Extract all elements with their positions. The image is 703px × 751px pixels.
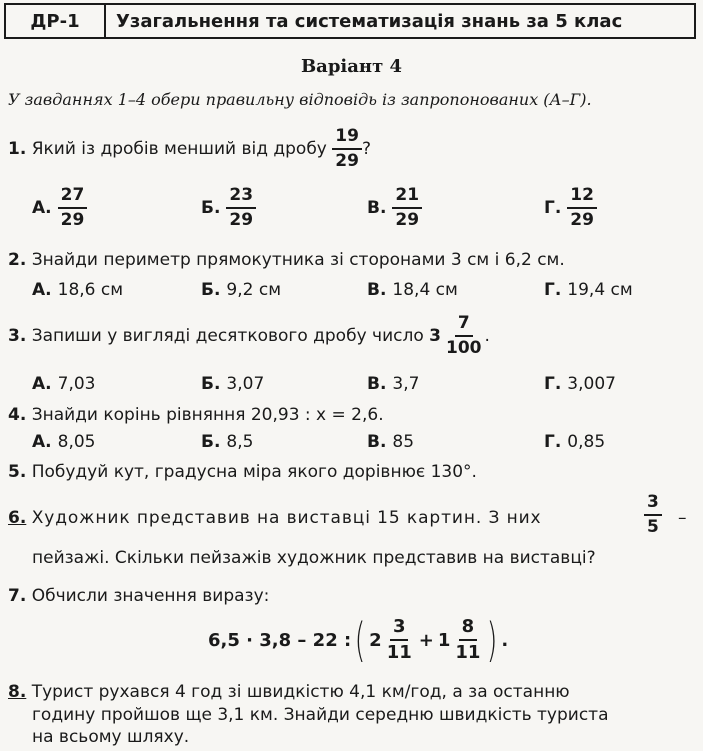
option-value: 9,2 см — [226, 280, 282, 300]
fraction-denominator: 29 — [570, 209, 594, 230]
question-number: 3. — [8, 325, 27, 346]
mixed-number — [369, 617, 415, 663]
question-text: Знайди периметр прямокутника зі сторонами 3 см і 6,2 см. — [31, 250, 565, 270]
question-text-line-2: пейзажі. Скільки пейзажів художник представив на виставці? — [32, 548, 596, 568]
plus-sign: + — [418, 629, 434, 651]
q1-option-c[interactable] — [367, 186, 422, 229]
question-number: 7. — [8, 586, 27, 606]
fraction-numerator: 7 — [455, 314, 473, 337]
option-value: 8,5 — [226, 432, 254, 452]
dash: – — [678, 508, 687, 528]
fraction-numerator: 19 — [332, 127, 362, 150]
option-value: 3,7 — [392, 374, 420, 394]
q1-option-b[interactable] — [201, 186, 256, 229]
q3-option-a[interactable] — [32, 374, 95, 394]
fraction-numerator: 21 — [392, 186, 422, 209]
q2-option-d[interactable] — [544, 280, 633, 300]
option-value: 19,4 см — [567, 280, 633, 300]
q4-option-c[interactable] — [367, 432, 414, 452]
question-number: 1. — [8, 138, 27, 159]
fraction-numerator: 23 — [226, 186, 256, 209]
fraction-denominator: 5 — [647, 516, 659, 537]
expression-tail: . — [501, 629, 509, 651]
question-text-line-3: на всьому шляху. — [32, 727, 190, 747]
q3-option-d[interactable] — [544, 374, 616, 394]
question-1 — [8, 127, 371, 170]
question-6 — [8, 508, 542, 528]
option-letter: Г. — [544, 280, 562, 300]
left-paren: ( — [354, 613, 366, 667]
option-fraction — [226, 186, 256, 229]
option-value: 18,4 см — [392, 280, 458, 300]
question-tail: . — [484, 325, 490, 346]
option-letter: А. — [32, 280, 52, 300]
whole-part: 2 — [369, 629, 382, 651]
fraction-denominator: 11 — [386, 642, 412, 663]
instruction-text: У завданнях 1–4 обери правильну відповідь із запропонованих (А–Г). — [8, 90, 592, 109]
question-2 — [8, 250, 565, 270]
q3-option-c[interactable] — [367, 374, 419, 394]
fraction-denominator: 29 — [60, 209, 85, 230]
option-letter: В. — [367, 432, 387, 452]
option-value: 18,6 см — [57, 280, 124, 300]
fraction-denominator: 11 — [455, 642, 481, 663]
option-value: 7,03 — [57, 374, 96, 394]
fraction-denominator: 29 — [335, 150, 359, 171]
question-text-line-2: годину пройшов ще 3,1 км. Знайди середню швидкість туриста — [32, 705, 609, 725]
worksheet-title: Узагальнення та систематизація знань за 5 клас — [116, 10, 623, 32]
q4-option-b[interactable] — [201, 432, 253, 452]
variant-title: Варіант 4 — [300, 56, 403, 77]
q2-option-c[interactable] — [367, 280, 458, 300]
question-number: 8. — [8, 682, 27, 702]
option-letter: В. — [367, 197, 387, 218]
option-value: 8,05 — [57, 432, 96, 452]
option-fraction — [567, 186, 597, 229]
question-text: Який із дробів менший від дробу — [31, 138, 327, 159]
fraction — [332, 127, 362, 170]
question-text: Художник представив на виставці 15 картин. З них — [31, 508, 542, 528]
question-8 — [8, 682, 570, 702]
option-letter: Г. — [544, 374, 562, 394]
fraction-numerator: 8 — [459, 617, 478, 641]
question-number: 5. — [8, 462, 27, 482]
option-letter: А. — [32, 197, 52, 218]
option-letter: А. — [32, 374, 52, 394]
math-expression — [208, 613, 509, 667]
question-text: Знайди корінь рівняння 20,93 : x = 2,6. — [31, 405, 384, 425]
question-number: 2. — [8, 250, 27, 270]
question-7 — [8, 586, 269, 606]
option-value: 85 — [392, 432, 415, 452]
fraction-denominator: 29 — [229, 209, 254, 230]
q4-option-d[interactable] — [544, 432, 605, 452]
option-letter: В. — [367, 374, 387, 394]
worksheet-code: ДР-1 — [6, 5, 106, 37]
right-paren: ) — [487, 613, 498, 667]
option-letter: Б. — [201, 197, 221, 218]
option-letter: А. — [32, 432, 52, 452]
fraction — [644, 493, 662, 536]
question-tail: ? — [361, 138, 371, 159]
option-letter: Г. — [544, 197, 562, 218]
expression-start: 6,5 · 3,8 – 22 : — [208, 629, 352, 651]
whole-part: 3 — [429, 325, 441, 346]
fraction — [452, 617, 483, 663]
fraction-denominator: 29 — [395, 209, 420, 230]
question-number: 4. — [8, 405, 27, 425]
fraction-numerator: 3 — [390, 617, 409, 641]
option-letter: Б. — [201, 280, 221, 300]
fraction-denominator: 100 — [446, 337, 482, 358]
q4-option-a[interactable] — [32, 432, 95, 452]
q1-option-a[interactable] — [32, 186, 87, 229]
q1-option-d[interactable] — [544, 186, 597, 229]
option-value: 0,85 — [567, 432, 606, 452]
question-text: Побудуй кут, градусна міра якого дорівнює 130°. — [31, 462, 477, 482]
mixed-number — [429, 314, 484, 357]
fraction-numerator: 12 — [567, 186, 597, 209]
worksheet-header — [4, 3, 696, 39]
q2-option-b[interactable] — [201, 280, 281, 300]
option-letter: В. — [367, 280, 387, 300]
option-value: 3,07 — [226, 374, 265, 394]
fraction-numerator: 3 — [644, 493, 662, 516]
mixed-number — [438, 617, 484, 663]
q3-option-b[interactable] — [201, 374, 264, 394]
question-text: Запиши у вигляді десяткового дробу число — [31, 325, 424, 346]
fraction-numerator: 27 — [58, 186, 88, 209]
q2-option-a[interactable] — [32, 280, 123, 300]
fraction — [443, 314, 485, 357]
question-4 — [8, 405, 384, 425]
option-fraction — [392, 186, 422, 229]
whole-part: 1 — [437, 629, 451, 651]
question-number: 6. — [8, 508, 27, 528]
option-letter: Б. — [201, 432, 221, 452]
question-text: Турист рухався 4 год зі швидкістю 4,1 км/год, а за останню — [31, 682, 570, 702]
option-letter: Б. — [201, 374, 221, 394]
option-fraction — [58, 186, 88, 229]
option-letter: Г. — [544, 432, 562, 452]
fraction — [384, 617, 415, 663]
option-value: 3,007 — [567, 374, 616, 394]
question-3 — [8, 314, 490, 357]
question-5 — [8, 462, 477, 482]
question-text: Обчисли значення виразу: — [31, 586, 270, 606]
